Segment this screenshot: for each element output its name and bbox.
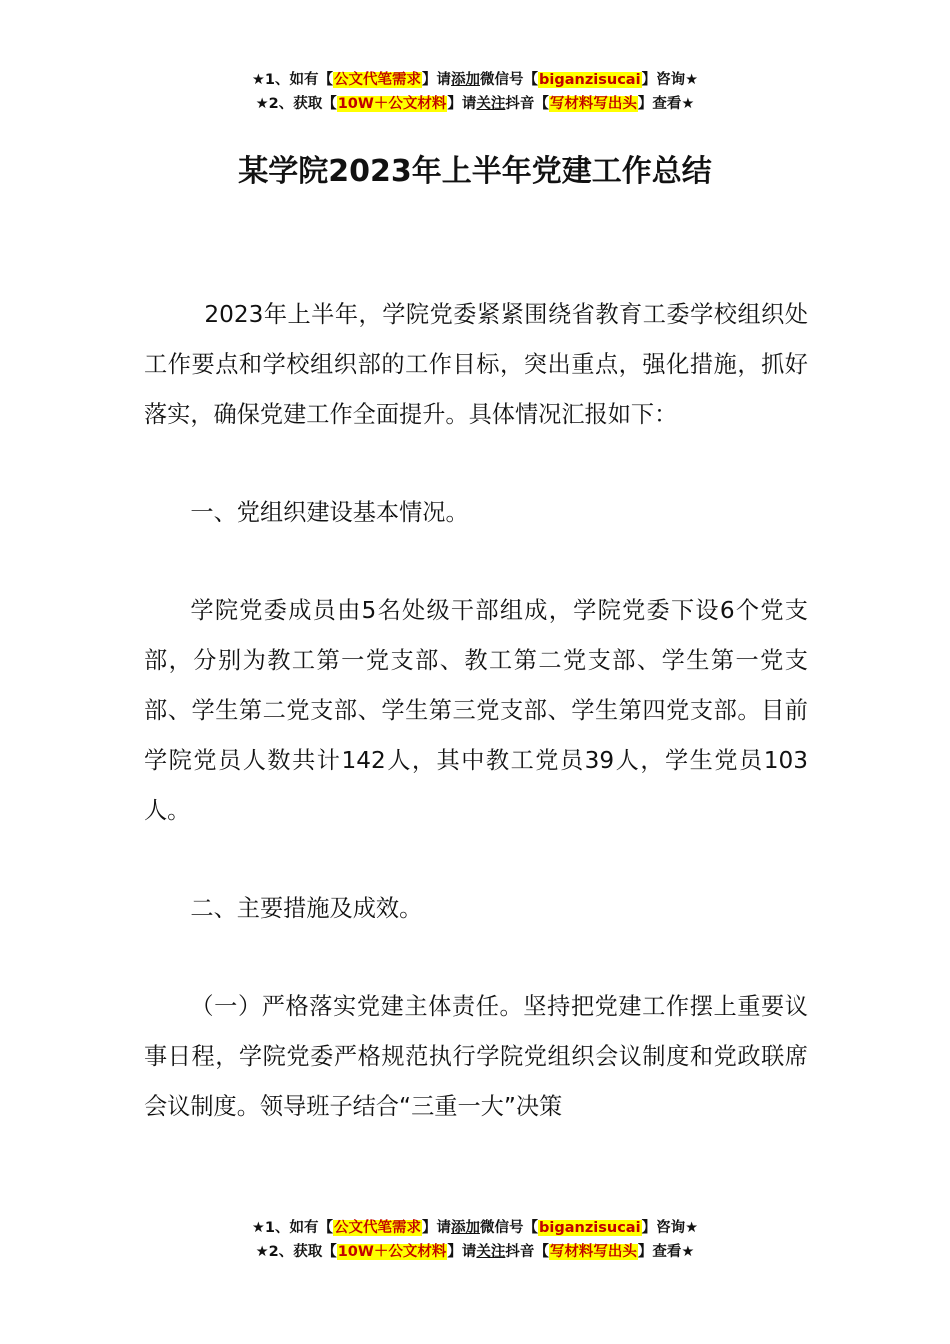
document-body <box>144 290 808 1132</box>
promo-line-1: ★1、如有【公文代笔需求】请添加微信号【biganzisucai】咨询★ <box>251 1220 699 1236</box>
promo-highlight-materials: 10W＋公文材料 <box>337 1244 447 1260</box>
heading-section-2: 二、主要措施及成效。 <box>190 895 423 922</box>
promo-highlight-douyin: 写材料写出头 <box>549 1244 637 1260</box>
bottom-promo-banner <box>0 1216 950 1264</box>
heading-section-1: 一、党组织建设基本情况。 <box>190 499 469 526</box>
promo-highlight-douyin: 写材料写出头 <box>549 96 637 112</box>
promo-highlight-wechat-id: biganzisucai <box>539 72 641 88</box>
promo-line-2: ★2、获取【10W＋公文材料】请关注抖音【写材料写出头】查看★ <box>255 96 695 112</box>
promo-line-2: ★2、获取【10W＋公文材料】请关注抖音【写材料写出头】查看★ <box>255 1244 695 1260</box>
promo-line-1: ★1、如有【公文代笔需求】请添加微信号【biganzisucai】咨询★ <box>251 72 699 88</box>
promo-highlight-materials: 10W＋公文材料 <box>337 96 447 112</box>
promo-highlight-writing-service: 公文代笔需求 <box>334 1220 422 1236</box>
top-promo-banner <box>0 68 950 116</box>
document-title: 某学院2023年上半年党建工作总结 <box>238 154 712 189</box>
paragraph-responsibility: （一）严格落实党建主体责任。坚持把党建工作摆上重要议事日程，学院党委严格规范执行学院党组织会议制度和党政联席会议制度。领导班子结合“三重一大”决策 <box>144 993 808 1120</box>
paragraph-intro: 2023年上半年，学院党委紧紧围绕省教育工委学校组织处工作要点和学校组织部的工作目标，突出重点，强化措施，抓好落实，确保党建工作全面提升。具体情况汇报如下： <box>144 301 808 428</box>
promo-highlight-wechat-id: biganzisucai <box>539 1220 641 1236</box>
promo-highlight-writing-service: 公文代笔需求 <box>334 72 422 88</box>
paragraph-organization: 学院党委成员由5名处级干部组成，学院党委下设6个党支部，分别为教工第一党支部、教工第二党支部、学生第一党支部、学生第二党支部、学生第三党支部、学生第四党支部。目前学院党员人数共计142人，其中教工党员39人，学生党员103人。 <box>144 597 808 824</box>
